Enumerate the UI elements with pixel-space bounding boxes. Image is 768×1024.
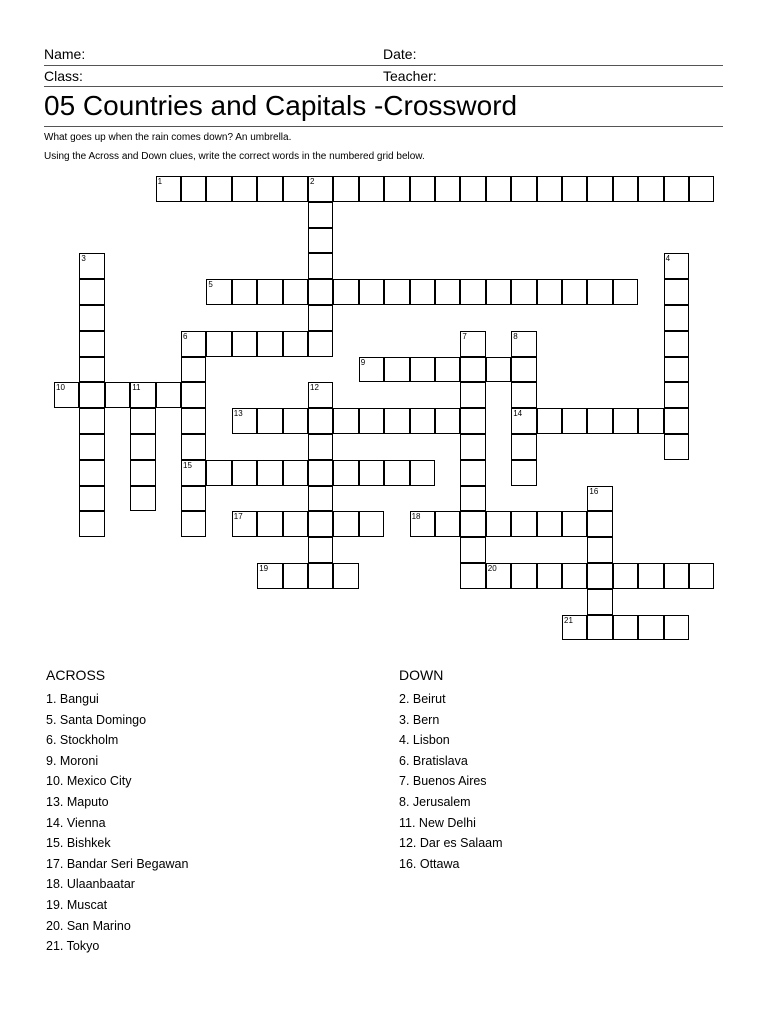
clue-number: 8 [513,331,518,341]
grid-cell[interactable] [308,460,333,486]
grid-cell[interactable] [587,279,612,305]
grid-cell[interactable] [308,486,333,512]
grid-cell[interactable] [384,176,409,202]
grid-cell[interactable] [486,511,511,537]
clue-down-11: 11. New Delhi [399,815,476,830]
grid-cell[interactable] [664,331,689,357]
grid-cell[interactable] [79,357,104,383]
grid-cell[interactable] [587,408,612,434]
grid-cell[interactable] [613,615,638,641]
grid-cell[interactable] [181,176,206,202]
grid-cell[interactable] [689,176,714,202]
grid-cell[interactable] [486,357,511,383]
grid-cell[interactable] [283,460,308,486]
grid-cell[interactable] [511,511,536,537]
across-heading: ACROSS [46,667,106,683]
grid-cell[interactable] [410,176,435,202]
grid-cell[interactable] [664,253,689,279]
grid-cell[interactable] [410,460,435,486]
grid-cell[interactable] [384,357,409,383]
clue-across-18: 18. Ulaanbaatar [46,877,135,892]
grid-cell[interactable] [308,563,333,589]
grid-cell[interactable] [664,615,689,641]
grid-cell[interactable] [537,511,562,537]
grid-cell[interactable] [410,357,435,383]
grid-cell[interactable] [308,305,333,331]
grid-cell[interactable] [181,511,206,537]
grid-cell[interactable] [308,331,333,357]
grid-cell[interactable] [460,357,485,383]
grid-cell[interactable] [181,486,206,512]
grid-cell[interactable] [79,486,104,512]
grid-cell[interactable] [181,382,206,408]
grid-cell[interactable] [486,563,511,589]
grid-cell[interactable] [460,434,485,460]
clue-number: 19 [259,564,269,573]
grid-cell[interactable] [587,589,612,615]
grid-cell[interactable] [130,382,155,408]
grid-cell[interactable] [460,511,485,537]
grid-cell[interactable] [232,511,257,537]
grid-cell[interactable] [410,408,435,434]
clue-down-6: 6. Bratislava [399,753,468,768]
grid-cell[interactable] [460,408,485,434]
grid-cell[interactable] [511,434,536,460]
grid-cell[interactable] [562,279,587,305]
grid-cell[interactable] [664,176,689,202]
grid-cell[interactable] [460,460,485,486]
grid-cell[interactable] [613,279,638,305]
grid-cell[interactable] [587,537,612,563]
grid-cell[interactable] [79,408,104,434]
grid-cell[interactable] [359,357,384,383]
grid-cell[interactable] [562,176,587,202]
clue-number: 16 [589,486,599,496]
grid-cell[interactable] [410,511,435,537]
teacher-label: Teacher: [383,68,437,84]
name-label: Name: [44,46,86,62]
grid-cell[interactable] [308,511,333,537]
grid-cell[interactable] [664,408,689,434]
grid-cell[interactable] [232,331,257,357]
grid-cell[interactable] [232,176,257,202]
grid-cell[interactable] [511,382,536,408]
grid-cell[interactable] [257,331,282,357]
clue-number: 10 [56,383,65,393]
grid-cell[interactable] [486,279,511,305]
clue-number: 18 [411,512,421,522]
grid-cell[interactable] [664,357,689,383]
grid-cell[interactable] [435,357,460,383]
clue-across-15: 15. Bishkek [46,836,111,851]
grid-cell[interactable] [511,331,536,357]
grid-cell[interactable] [664,382,689,408]
clue-number: 1 [157,177,163,186]
grid-cell[interactable] [79,434,104,460]
grid-cell[interactable] [562,563,587,589]
grid-cell[interactable] [79,331,104,357]
clue-across-21: 21. Tokyo [46,939,100,954]
grid-cell[interactable] [638,563,663,589]
grid-cell[interactable] [664,563,689,589]
clue-down-16: 16. Ottawa [399,856,460,871]
grid-cell[interactable] [359,460,384,486]
grid-cell[interactable] [359,511,384,537]
grid-cell[interactable] [460,176,485,202]
riddle-text: What goes up when the rain comes down? An umbrella. [44,132,292,143]
grid-cell[interactable] [257,511,282,537]
grid-cell[interactable] [333,511,358,537]
grid-cell[interactable] [511,460,536,486]
grid-cell[interactable] [156,382,181,408]
clue-across-5: 5. Santa Domingo [46,712,147,727]
grid-cell[interactable] [562,615,587,641]
grid-cell[interactable] [384,279,409,305]
grid-cell[interactable] [181,331,206,357]
grid-cell[interactable] [511,279,536,305]
grid-cell[interactable] [181,460,206,486]
date-label: Date: [383,46,417,62]
grid-cell[interactable] [562,511,587,537]
grid-cell[interactable] [664,279,689,305]
grid-cell[interactable] [308,382,333,408]
grid-cell[interactable] [435,176,460,202]
grid-cell[interactable] [587,511,612,537]
grid-cell[interactable] [613,563,638,589]
grid-cell[interactable] [562,408,587,434]
grid-cell[interactable] [232,279,257,305]
clue-number: 2 [310,177,315,186]
clue-across-17: 17. Bandar Seri Begawan [46,856,189,871]
grid-cell[interactable] [587,176,612,202]
grid-cell[interactable] [283,511,308,537]
grid-cell[interactable] [181,357,206,383]
grid-cell[interactable] [333,176,358,202]
clue-number: 5 [208,280,213,290]
grid-cell[interactable] [537,279,562,305]
grid-cell[interactable] [283,408,308,434]
clue-number: 11 [132,383,141,393]
grid-cell[interactable] [283,331,308,357]
grid-cell[interactable] [79,511,104,537]
clue-down-4: 4. Lisbon [399,733,450,748]
clue-down-12: 12. Dar es Salaam [399,836,503,851]
grid-cell[interactable] [79,279,104,305]
grid-cell[interactable] [130,486,155,512]
grid-cell[interactable] [206,460,231,486]
instructions-text: Using the Across and Down clues, write the correct words in the numbered grid below. [44,151,425,162]
grid-cell[interactable] [359,408,384,434]
grid-cell[interactable] [308,434,333,460]
grid-cell[interactable] [359,176,384,202]
grid-cell[interactable] [384,460,409,486]
clue-across-20: 20. San Marino [46,918,131,933]
grid-cell[interactable] [257,563,282,589]
grid-cell[interactable] [613,408,638,434]
clue-across-19: 19. Muscat [46,897,108,912]
clue-number: 15 [183,460,192,470]
clue-across-10: 10. Mexico City [46,774,132,789]
grid-cell[interactable] [587,486,612,512]
grid-cell[interactable] [283,176,308,202]
clue-across-14: 14. Vienna [46,815,106,830]
grid-cell[interactable] [130,434,155,460]
grid-cell[interactable] [638,176,663,202]
grid-cell[interactable] [587,563,612,589]
grid-cell[interactable] [257,408,282,434]
grid-cell[interactable] [232,408,257,434]
grid-cell[interactable] [537,176,562,202]
grid-cell[interactable] [308,202,333,228]
clue-down-3: 3. Bern [399,712,440,727]
grid-cell[interactable] [308,279,333,305]
grid-cell[interactable] [79,305,104,331]
across-clues [46,666,188,957]
grid-cell[interactable] [537,563,562,589]
grid-cell[interactable] [308,228,333,254]
grid-cell[interactable] [460,279,485,305]
grid-cell[interactable] [130,408,155,434]
grid-cell[interactable] [460,537,485,563]
down-clue-list [399,689,503,874]
grid-cell[interactable] [156,176,181,202]
clue-number: 13 [233,409,243,419]
grid-cell[interactable] [257,460,282,486]
grid-cell[interactable] [359,279,384,305]
grid-cell[interactable] [664,305,689,331]
grid-cell[interactable] [511,176,536,202]
grid-cell[interactable] [54,382,79,408]
grid-cell[interactable] [206,279,231,305]
grid-cell[interactable] [206,176,231,202]
clue-number: 9 [360,357,366,367]
grid-cell[interactable] [410,279,435,305]
grid-cell[interactable] [435,511,460,537]
clue-number: 20 [487,564,497,573]
grid-cell[interactable] [333,408,358,434]
grid-cell[interactable] [232,460,257,486]
clue-across-1: 1. Bangui [46,692,99,706]
clue-number: 21 [564,615,573,625]
grid-cell[interactable] [181,434,206,460]
grid-cell[interactable] [435,279,460,305]
down-clues [399,666,503,874]
clue-across-9: 9. Moroni [46,753,99,768]
grid-cell[interactable] [79,460,104,486]
grid-cell[interactable] [460,382,485,408]
clue-number: 4 [665,254,671,264]
grid-cell[interactable] [308,176,333,202]
clue-across-13: 13. Maputo [46,794,109,809]
grid-cell[interactable] [613,176,638,202]
grid-cell[interactable] [638,615,663,641]
page-title: 05 Countries and Capitals -Crossword [44,90,518,121]
grid-cell[interactable] [308,253,333,279]
grid-cell[interactable] [460,563,485,589]
grid-cell[interactable] [511,357,536,383]
down-heading: DOWN [399,667,444,683]
grid-cell[interactable] [181,408,206,434]
grid-cell[interactable] [257,176,282,202]
clue-down-8: 8. Jerusalem [399,794,471,809]
clue-number: 3 [81,254,86,264]
grid-cell[interactable] [333,460,358,486]
grid-cell[interactable] [587,615,612,641]
grid-cell[interactable] [283,563,308,589]
grid-cell[interactable] [486,176,511,202]
grid-cell[interactable] [283,279,308,305]
grid-cell[interactable] [79,253,104,279]
grid-cell[interactable] [460,486,485,512]
grid-cell[interactable] [257,279,282,305]
grid-cell[interactable] [105,382,130,408]
grid-cell[interactable] [206,331,231,357]
clue-across-6: 6. Stockholm [46,733,119,748]
grid-cell[interactable] [308,537,333,563]
class-label: Class: [44,68,83,84]
grid-cell[interactable] [435,408,460,434]
clue-number: 12 [310,383,319,393]
grid-cell[interactable] [384,408,409,434]
grid-cell[interactable] [689,563,714,589]
clue-number: 14 [513,409,523,419]
grid-cell[interactable] [333,279,358,305]
grid-cell[interactable] [511,563,536,589]
grid-cell[interactable] [638,408,663,434]
clue-number: 6 [183,331,188,341]
grid-cell[interactable] [333,563,358,589]
grid-cell[interactable] [664,434,689,460]
grid-cell[interactable] [537,408,562,434]
grid-cell[interactable] [460,331,485,357]
grid-cell[interactable] [308,408,333,434]
grid-cell[interactable] [511,408,536,434]
clue-down-7: 7. Buenos Aires [399,774,487,789]
clue-down-2: 2. Beirut [399,692,446,706]
grid-cell[interactable] [79,382,104,408]
grid-cell[interactable] [130,460,155,486]
across-clue-list [46,689,188,957]
clue-number: 7 [462,331,467,341]
clue-number: 17 [233,512,243,522]
